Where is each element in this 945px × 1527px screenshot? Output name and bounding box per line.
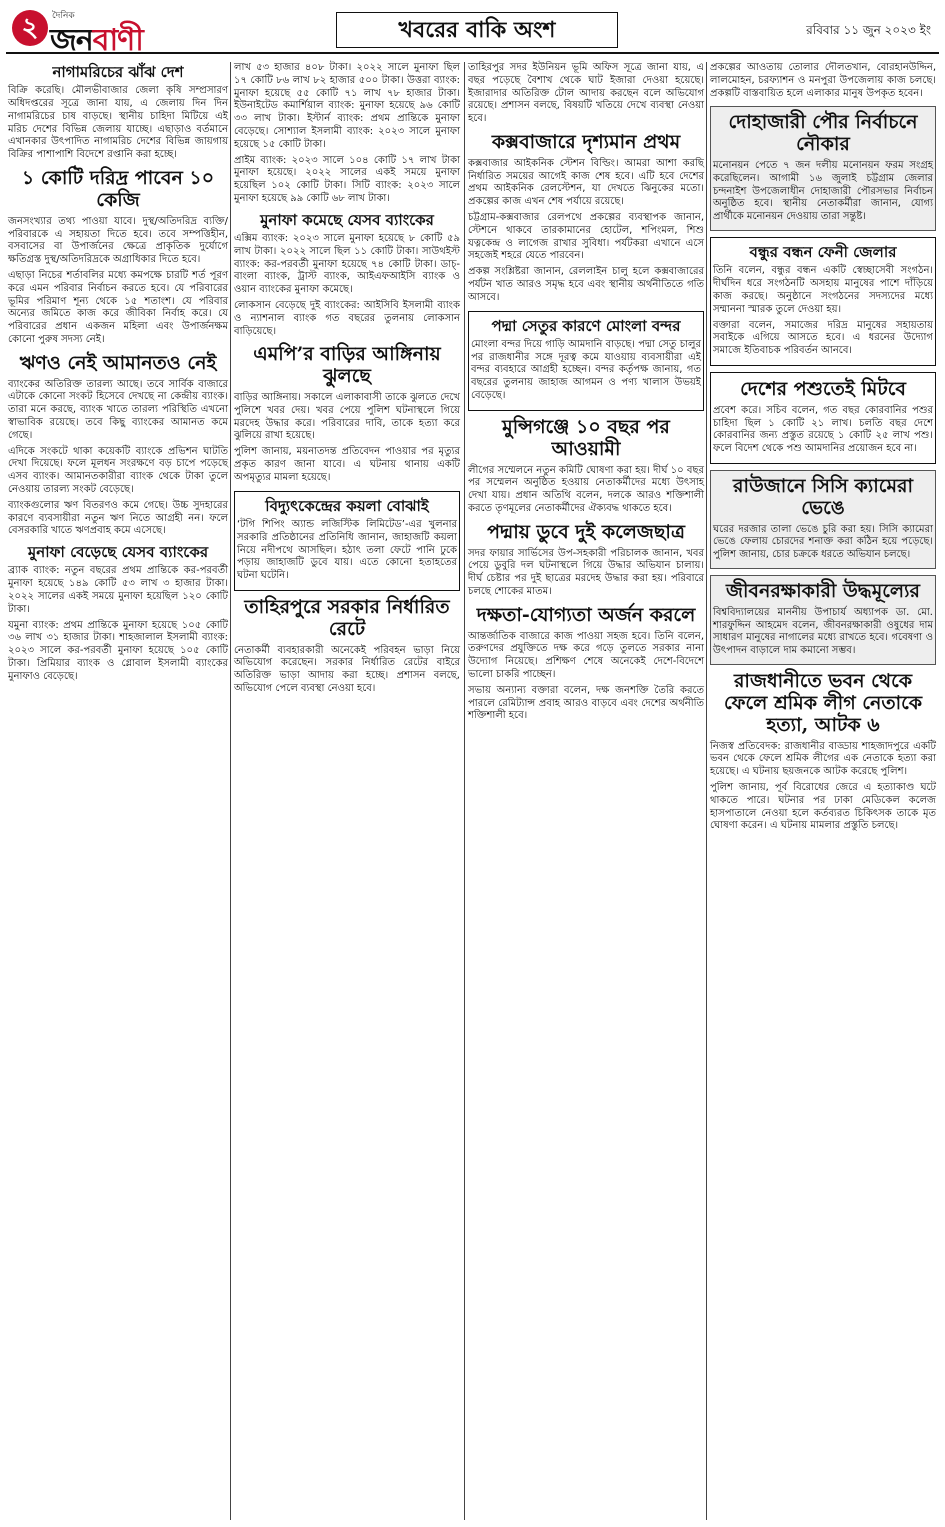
article-headline: মুনাফা কমেছে যেসব ব্যাংকের (260, 210, 434, 229)
article (710, 671, 936, 833)
article-paragraph: ব্র্যাক ব্যাংক: নতুন বছরের প্রথম প্রান্তিকে কর-পরবর্তী মুনাফা হয়েছে ১৪৯ কোটি ৫৩ লাখ ৩ হাজার টাকা। ২০২২ সালের একই সময়ে মুনাফা হয়েছিল ১২০ কোটি টাকা। (8, 565, 228, 615)
article-paragraph: ঘরের দরজার তালা ভেঙে চুরি করা হয়। সিসি ক্যামেরা ভেঙে ফেলায় চোরদের শনাক্ত করা কঠিন হয়ে পড়েছে। পুলিশ জানায়, চোর চক্রকে ধরতে অভিযান চলছে। (713, 523, 933, 561)
article (234, 491, 460, 591)
column-divider (464, 62, 465, 1520)
article (468, 522, 704, 599)
column-divider (230, 62, 231, 1520)
article (8, 544, 228, 683)
column-divider (706, 62, 707, 1520)
article-paragraph: চট্টগ্রাম-কক্সবাজার রেলপথে প্রকল্পের ব্যবস্থাপক জানান, স্টেশনে থাকবে তারকামানের হোটেল, শপিংমল, শিশু যত্নকেন্দ্র ও লাগেজ রাখার সুবিধা। পর্যটকরা এখানে এসে সহজেই শহরে যেতে পারবেন। (468, 212, 704, 262)
column-3 (468, 62, 704, 729)
section-title: খবরের বাকি অংশ (336, 12, 618, 48)
newspaper-logo (50, 16, 143, 67)
article-headline: তাহিরপুরে সরকার নির্ধারিত রেটে (244, 595, 450, 640)
article-paragraph: লোকসান বেড়েছে দুই ব্যাংকের: আইসিবি ইসলামী ব্যাংক ও ন্যাশনাল ব্যাংক গত বছরের তুলনায় লোকসান বাড়িয়েছে। (234, 300, 460, 337)
column-4 (710, 62, 936, 839)
article-paragraph: তিনি বলেন, বন্ধুর বন্ধন একটি স্বেচ্ছাসেবী সংগঠন। দীর্ঘদিন ধরে সংগঠনটি অসহায় মানুষের পাশে দাঁড়িয়ে কাজ করছে। অনুষ্ঠানে সংগঠনের সদস্যদের মধ্যে সম্মাননা স্মারক তুলে দেওয়া হয়। (713, 265, 933, 315)
article (468, 132, 704, 305)
article-paragraph: লীগের সম্মেলনে নতুন কমিটি ঘোষণা করা হয়। দীর্ঘ ১০ বছর পর সম্মেলন অনুষ্ঠিত হওয়ায় নেতাকর্মীদের মধ্যে উৎসাহ দেখা যায়। প্রধান অতিথি বলেন, দলকে আরও শক্তিশালী করতে তৃণমূলের নেতাকর্মীদের ঐক্যবদ্ধ থাকতে হবে। (468, 464, 704, 514)
article-headline: মুন্সিগঞ্জে ১০ বছর পর আওয়ামী (502, 415, 670, 460)
masthead (6, 8, 939, 58)
article-paragraph: জনসংখ্যার তথ্য পাওয়া যাবে। দুস্থ/অতিদরিদ্র ব্যক্তি/পরিবারকে এ সহায়তা দিতে হবে। তবে সম্পত্তিহীন, বসবাসের বা উপার্জনের ক্ষেত্রে প্রাকৃতিক দুর্যোগে ক্ষতিগ্রস্ত দুস্থ/অতিদরিদ্রকে অগ্রাধিকার দিতে হবে। (8, 215, 228, 266)
article-headline: দক্ষতা-যোগ্যতা অর্জন করলে (476, 603, 696, 626)
article-paragraph: পুলিশ জানায়, পূর্ব বিরোধের জেরে এ হত্যাকাণ্ড ঘটে থাকতে পারে। ঘটনার পর ঢাকা মেডিকেল কলেজ হাসপাতালে নেওয়া হলে কর্তব্যরত চিকিৎসক তাকে মৃত ঘোষণা করেন। এ ঘটনায় মামলার প্রস্তুতি চলছে। (710, 781, 936, 832)
article (710, 575, 936, 665)
article-paragraph: মোংলা বন্দর দিয়ে গাড়ি আমদানি বাড়ছে। পদ্মা সেতু চালুর পর রাজধানীর সঙ্গে দূরত্ব কমে যাওয়ায় ব্যবসায়ীরা এই বন্দর ব্যবহারে আগ্রহী হচ্ছেন। বন্দর কর্তৃপক্ষ জানায়, গত বছরের তুলনায় জাহাজ আগমন ও পণ্য খালাস উভয়ই বেড়েছে। (471, 338, 701, 402)
article-paragraph: ‘টগি শিপিং অ্যান্ড লজিস্টিক লিমিটেড’-এর খুলনার সরকারি প্রতিষ্ঠানের প্রতিনিধি জানান, জাহাজটি কয়লা নিয়ে নদীপথে আসছিল। হঠাৎ তলা ফেটে পানি ঢুকে পড়ায় জাহাজটি ডুবে যায়। এতে কোনো হতাহতের ঘটনা ঘটেনি। (237, 518, 457, 582)
page-number-badge: ২ (12, 10, 48, 46)
article-paragraph: বিশ্ববিদ্যালয়ের মাননীয় উপাচার্য অধ্যাপক ডা. মো. শারফুদ্দিন আহমেদ বলেন, জীবনরক্ষাকারী ওষুধের দাম সাধারণ মানুষের নাগালের মধ্যে রাখতে হবে। গবেষণা ও উৎপাদন বাড়ালে দাম কমানো সম্ভব। (713, 606, 933, 657)
article-headline: দেশের পশুতেই মিটবে (740, 377, 906, 400)
article-paragraph: এছাড়া নিচের শর্তাবলির মধ্যে কমপক্ষে চারটি শর্ত পূরণ করে এমন পরিবার নির্বাচন করতে হবে। যে পরিবারের ভূমির পরিমাণ শূন্য থেকে ১৫ শতাংশ। যে পরিবার অন্যের জমিতে কাজ করে জীবিকা নির্বাহ করে। যে পরিবারের প্রধান একজন মহিলা এবং উপার্জনক্ষম কোনো পুরুষ সদস্য নেই। (8, 269, 228, 345)
article-paragraph: বক্তারা বলেন, সমাজের দরিদ্র মানুষের সহায়তায় সবাইকে এগিয়ে আসতে হবে। এ ধরনের উদ্যোগ সমাজে ইতিবাচক পরিবর্তন আনবে। (713, 319, 933, 357)
article-headline: রাউজানে সিসি ক্যামেরা ভেঙে (733, 474, 913, 519)
article-headline: রাজধানীতে ভবন থেকে ফেলে শ্রমিক লীগ নেতাকে হত্যা, আটক ৬ (723, 670, 923, 736)
article-headline: দোহাজারী পৌর নির্বাচনে নৌকার (728, 111, 918, 156)
article (8, 64, 228, 162)
article-paragraph: ব্যাংকের অতিরিক্ত তারল্য আছে। তবে সার্বিক বাজারে এটাকে কোনো সংকট হিসেবে দেখছে না কেন্দ্রীয় ব্যাংক। তারা মনে করছে, ব্যাংক খাতে তারল্য পরিস্থিতি এখনো স্বাভাবিক রয়েছে। তবে কিছু ব্যাংকের আমানত কমে গেছে। (8, 378, 228, 441)
article (710, 470, 936, 569)
article-paragraph: যমুনা ব্যাংক: প্রথম প্রান্তিকে মুনাফা হয়েছে ১০৫ কোটি ৩৬ লাখ ৩১ হাজার টাকা। শাহজালাল ইসলামী ব্যাংক: ২০২৩ সালে কর-পরবর্তী মুনাফা হয়েছে ১০৫ কোটি টাকা। প্রিমিয়ার ব্যাংক ও গ্লোবাল ইসলামী ব্যাংকের মুনাফাও বেড়েছে। (8, 619, 228, 682)
article (468, 605, 704, 723)
article-paragraph: প্রাইম ব্যাংক: ২০২৩ সালে ১০৪ কোটি ১৭ লাখ টাকা মুনাফা হয়েছে। ২০২২ সালের একই সময়ে মুনাফা হয়েছিল ১০২ কোটি টাকা। সিটি ব্যাংক: ২০২৩ সালে মুনাফা হয়েছে ৯৯ কোটি ৬৮ লাখ টাকা। (234, 154, 460, 204)
article-paragraph: মনোনয়ন পেতে ৭ জন দলীয় মনোনয়ন ফরম সংগ্রহ করেছিলেন। আগামী ১৬ জুলাই চট্টগ্রাম জেলার চন্দনাইশ উপজেলাধীন দোহাজারী পৌরসভার নির্বাচন অনুষ্ঠিত হবে। স্থানীয় নেতাকর্মীরা জানান, যোগ্য প্রার্থীকে মনোনয়ন দেওয়ায় তারা সন্তুষ্ট। (713, 160, 933, 223)
article (710, 62, 936, 100)
article-paragraph: লাখ ৫৩ হাজার ৪০৮ টাকা। ২০২২ সালে মুনাফা ছিল ১৭ কোটি ৮৬ লাখ ৮২ হাজার ৫০০ টাকা। উত্তরা ব্যাংক: মুনাফা হয়েছে ৫৫ কোটি ৭১ লাখ ৭৮ হাজার টাকা। ইউনাইটেড কমার্শিয়াল ব্যাংক: মুনাফা হয়েছে ৯৬ কোটি ৩৩ লাখ টাকা। ইস্টার্ন ব্যাংক: প্রথম প্রান্তিকে মুনাফা বেড়েছে। সোশ্যাল ইসলামী ব্যাংক: ২০২৩ সালে মুনাফা হয়েছে ১৫ কোটি টাকা। (234, 62, 460, 150)
article-headline: নাগামরিচের ঝাঁঝ দেশ (52, 63, 184, 81)
article-paragraph: নেতাকর্মী ব্যবহারকারী অনেকেই পরিবহন ভাড়া নিয়ে অভিযোগ করেছেন। সরকার নির্ধারিত রেটের বাইরে অতিরিক্ত ভাড়া আদায় করা হচ্ছে। প্রশাসন বলছে, অভিযোগ পেলে ব্যবস্থা নেওয়া হবে। (234, 644, 460, 694)
article-headline: পদ্মায় ডুবে দুই কলেজছাত্র (487, 520, 685, 543)
article (710, 237, 936, 366)
article (710, 106, 936, 231)
dateline: রবিবার ১১ জুন ২০২৩ ইং (806, 23, 931, 37)
article-paragraph: তাহিরপুর সদর ইউনিয়ন ভূমি অফিস সূত্রে জানা যায়, এ বছর পড়েছে বৈশাখ থেকে ঘাট ইজারা দেওয়া হয়েছে। ইজারাদার অতিরিক্ত টোল আদায় করছেন বলে অভিযোগ রয়েছে। প্রশাসন বলছে, বিষয়টি খতিয়ে দেখে ব্যবস্থা নেওয়া হবে। (468, 62, 704, 125)
article (468, 62, 704, 126)
article (234, 212, 460, 339)
article-paragraph: পুলিশ জানায়, ময়নাতদন্ত প্রতিবেদন পাওয়ার পর মৃত্যুর প্রকৃত কারণ জানা যাবে। এ ঘটনায় থানায় একটি অপমৃত্যুর মামলা হয়েছে। (234, 446, 460, 483)
article-headline: কক্সবাজারে দৃশ্যমান প্রথম (491, 130, 681, 153)
article-headline: ঋণও নেই আমানতও নেই (19, 351, 217, 374)
article-paragraph: কক্সবাজার আইকনিক স্টেশন বিল্ডিং। আমরা আশা করছি নির্ধারিত সময়ের আগেই কাজ শেষ হবে। এটি হবে দেশের প্রথম আইকনিক রেলস্টেশন, যা দেখতে ঝিনুকের মতো। প্রকল্পের কাজ এখন শেষ পর্যায়ে রয়েছে। (468, 157, 704, 208)
article-headline: এমপি’র বাড়ির আঙ্গিনায় ঝুলছে (253, 343, 441, 388)
article-paragraph: বাড়ির আঙ্গিনায়। সকালে এলাকাবাসী তাকে ঝুলতে দেখে পুলিশে খবর দেয়। খবর পেয়ে পুলিশ ঘটনাস্থলে গিয়ে মরদেহ উদ্ধার করে। পরিবারের দাবি, তাকে হত্যা করে ঝুলিয়ে রাখা হয়েছে। (234, 392, 460, 442)
logo-daily-label: দৈনিক (52, 11, 75, 21)
article (8, 353, 228, 538)
article-paragraph: প্রকল্পের আওতায় তোলার দৌলতখান, বোরহানউদ্দিন, লালমোহন, চরফ্যাশন ও মনপুরা উপজেলায় কাজ চলছে। প্রকল্পটি বাস্তবায়িত হলে এলাকার মানুষ উপকৃত হবেন। (710, 62, 936, 99)
article-headline: পদ্মা সেতুর কারণে মোংলা বন্দর (491, 316, 681, 335)
column-1 (8, 62, 228, 690)
article-headline: বিদ্যুৎকেন্দ্রের কয়লা বোঝাই (265, 496, 429, 515)
article-headline: ১ কোটি দরিদ্র পাবেন ১০ কেজি (21, 167, 215, 211)
article-headline: জীবনরক্ষাকারী উদ্ধমূল্যের (725, 580, 921, 602)
article-paragraph: সদর ফায়ার সার্ভিসের উপ-সহকারী পরিচালক জানান, খবর পেয়ে ডুবুরি দল ঘটনাস্থলে গিয়ে উদ্ধার অভিযান চালায়। দীর্ঘ চেষ্টার পর দুই ছাত্রের মরদেহ উদ্ধার করা হয়। পরিবারে চলছে শোকের মাতম। (468, 547, 704, 597)
article (234, 344, 460, 484)
article-paragraph: এক্সিম ব্যাংক: ২০২৩ সালে মুনাফা হয়েছে ৮ কোটি ৫৯ লাখ টাকা। ২০২২ সালে ছিল ১১ কোটি টাকা। সাউথইস্ট ব্যাংক: কর-পরবর্তী মুনাফা হয়েছে ৭৪ কোটি টাকা। ডাচ্-বাংলা ব্যাংক, ট্রাস্ট ব্যাংক, আইএফআইসি ব্যাংক ও ওয়ান ব্যাংকের মুনাফা কমেছে। (234, 233, 460, 296)
article-paragraph: বিক্রি করেছি। মৌলভীবাজার জেলা কৃষি সম্প্রসারণ অধিদপ্তরের সূত্রে জানা যায়, এ জেলায় দিন দিন নাগামরিচের চাষ বাড়ছে। স্থানীয় চাহিদা মিটিয়ে এই মরিচ দেশের বিভিন্ন জেলায় যাচ্ছে। এছাড়াও বর্তমানে এখানকার উৎপাদিত নাগামরিচ দেশের বিভিন্ন জায়গায় বিক্রির পাশাপাশি বিদেশে রপ্তানি করা হচ্ছে। (8, 85, 228, 161)
article-paragraph: আন্তর্জাতিক বাজারে কাজ পাওয়া সহজ হবে। তিনি বলেন, তরুণদের প্রযুক্তিতে দক্ষ করে গড়ে তুলতে সরকার নানা উদ্যোগ নিয়েছে। প্রশিক্ষণ শেষে অনেকেই দেশে-বিদেশে ভালো চাকরি পাচ্ছেন। (468, 630, 704, 680)
article-paragraph: ব্যাংকগুলোর ঋণ বিতরণও কমে গেছে। উচ্চ সুদহারের কারণে ব্যবসায়ীরা নতুন ঋণ নিতে আগ্রহী নন। ফলে বেসরকারি খাতে ঋণপ্রবাহ কমে এসেছে। (8, 499, 228, 537)
column-2 (234, 62, 460, 702)
article (234, 62, 460, 206)
article-paragraph: সভায় অন্যান্য বক্তারা বলেন, দক্ষ জনশক্তি তৈরি করতে পারলে রেমিট্যান্স প্রবাহ আরও বাড়বে এবং দেশের অর্থনীতি শক্তিশালী হবে। (468, 684, 704, 722)
article-headline: মুনাফা বেড়েছে যেসব ব্যাংকের (27, 543, 209, 562)
article (468, 311, 704, 411)
logo-part-1: জন (50, 23, 93, 58)
article (8, 168, 228, 347)
article-headline: বন্ধুর বন্ধন ফেনী জেলার (749, 243, 897, 262)
article-paragraph: প্রবেশ করে। সচিব বলেন, গত বছর কোরবানির পশুর চাহিদা ছিল ১ কোটি ২১ লাখ। চলতি বছর দেশে কোরবানির জন্য প্রস্তুত রয়েছে ১ কোটি ২৫ লাখ পশু। ফলে বিদেশ থেকে পশু আমদানির প্রয়োজন হবে না। (713, 404, 933, 455)
article-paragraph: এদিকে সংকটে থাকা কয়েকটি ব্যাংকে প্রভিশন ঘাটতি দেখা দিয়েছে। ফলে মূলধন সংরক্ষণে বড় চাপে পড়েছে এসব ব্যাংক। আমানতকারীরা ব্যাংক থেকে টাকা তুলে নেওয়ায় তারল্য সংকট বেড়েছে। (8, 445, 228, 495)
article-paragraph: নিজস্ব প্রতিবেদক: রাজধানীর বাড্ডায় শাহজাদপুরে একটি ভবন থেকে ফেলে শ্রমিক লীগের এক নেতাকে হত্যা করা হয়েছে। এ ঘটনায় ছয়জনকে আটক করেছে পুলিশ। (710, 740, 936, 778)
article-paragraph: প্রকল্প সংশ্লিষ্টরা জানান, রেললাইন চালু হলে কক্সবাজারের পর্যটন খাত আরও সমৃদ্ধ হবে এবং স্থানীয় অর্থনীতিতে গতি আসবে। (468, 266, 704, 303)
article (468, 417, 704, 516)
article (710, 372, 936, 464)
article (234, 597, 460, 696)
logo-part-2: বাণী (92, 23, 143, 58)
